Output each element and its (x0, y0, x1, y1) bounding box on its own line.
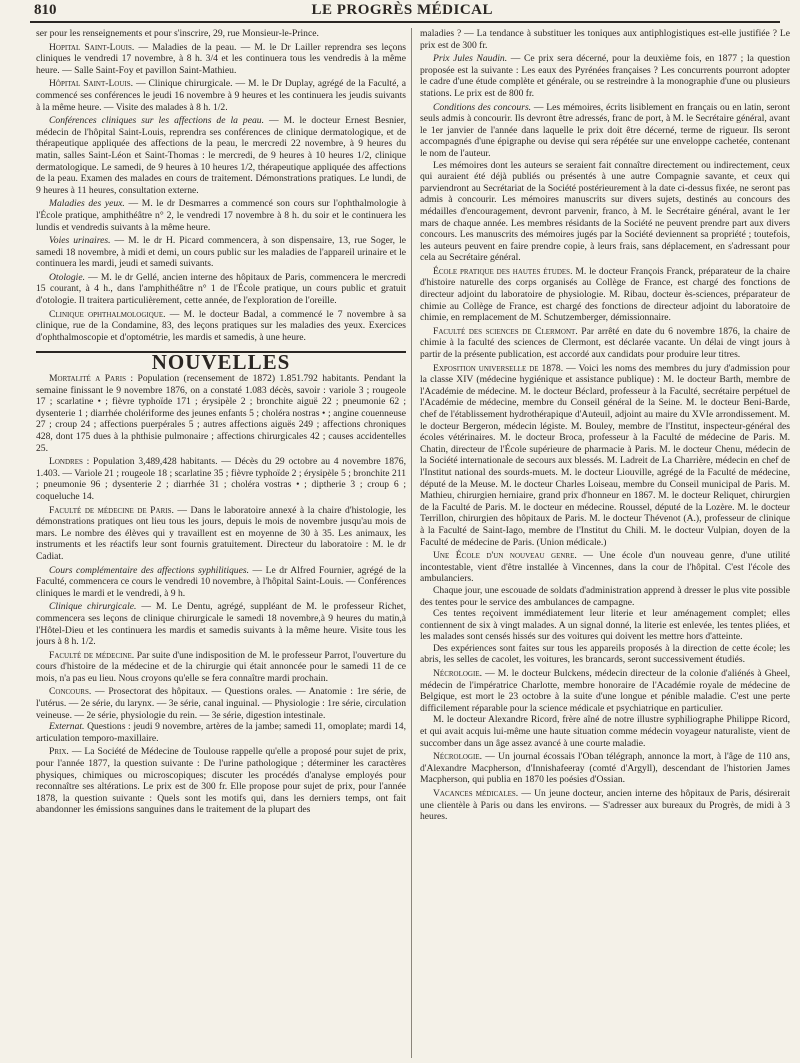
paragraph-heading: Cours complémentaire des affections syphilitiques. (49, 564, 249, 576)
paragraph-text: — Prosectorat des hôpitaux. — Questions orales. — Anatomie : 1re série, de l'utérus. — 2e série, du larynx. — 3e série, canal inguinal. — Physiologie : 1re série, circulation veineuse. — 2e série, physiologie du rein. — 3e série, digestion intestinale. (36, 686, 406, 721)
paragraph-heading: École pratique des hautes études. (433, 265, 573, 277)
paragraph-heading: Faculté de médecine. (49, 649, 135, 661)
paragraph-text: Par arrêté en date du 6 novembre 1876, la chaire de chimie à la faculté des sciences de Clermont, est déclarée vacante. Un délai de vingt jours à partir de la présente publication, est accordé aux candidats pour produire leur titres. (420, 325, 790, 361)
paragraph-text: — M. le dr Desmarres a commencé son cours sur l'ophthalmologie à l'École pratique, amphithéâtre n° 2, le vendredi 17 novembre à 8 h. du soir et le continuera les lundis et vendredis suivants à la même heure. (36, 198, 406, 233)
journal-title: LE PROGRÈS MÉDICAL (311, 2, 494, 18)
paragraph: maladies ? — La tendance à substituer les toniques aux antiphlogistiques est-elle justifiée ? Le prix est de 300 fr. (420, 28, 790, 51)
paragraph (36, 565, 406, 600)
paragraph (420, 102, 790, 160)
paragraph (420, 550, 790, 585)
paragraph (420, 326, 790, 361)
paragraph-text: — Maladies de la peau. — M. le Dr Lailler reprendra ses leçons cliniques le vendredi 17 novembre, à 8 h. 3/4 et les continuera tous les vendredis à la même heure. — Salle Saint-Foy et pavillon Saint-Mathieu. (36, 41, 406, 76)
paragraph: ser pour les renseignements et pour s'inscrire, 29, rue Monsieur-le-Prince. (36, 28, 319, 39)
paragraph-text: — Voici les noms des membres du jury d'admission pour la classe XIV (médecine hygiénique et assistance publique) : M. le docteur Barth, membre de l'Académie de médecine. M. le docteur Béclard, professeur à la Faculté, secrétaire perpétuel de l'Académie de médecine, membre du Conseil général de la Seine. M. le docteur Beni-Barde, chef de l'établissement hydrothérapique d'Auteuil, adjoint au maire du XVIe arrondissement. M. le docteur Bergeron, médecin légiste. M. Bouley, membre de l'Institut, inspecteur-général des écoles vétérinaires. M. le docteur Broca, professeur à la Faculté de médecine de Paris. M. Chatin, directeur de l'École supérieure de pharmacie à Paris. M. le docteur Chenu, médecin de la Société internationale de secours aux blessés. M. Ladreit de La Charrière, médecin en chef de l'Institut national des sourds-muets. M. le docteur Liouville, agrégé de la Faculté de médecine, député de la Meuse. M. le docteur Charles Loiseau, membre du Conseil municipal de Paris. M. Mathieu, chirurgien herniaire, grand prix d'honneur en 1867. M. le docteur Reliquet, chirurgien de la Faculté de Paris. M. le docteur en médecine. Roussel, député de la Lozère. M. le docteur Terrillon, chirurgien des hôpitaux de Paris. M. le docteur Thévenot (A.), professeur de clinique à la Faculté de Saint-Iago, membre de l'Institut du Chili. M. le docteur Vulpian, doyen de la Faculté de médecine de Paris. (Union médicale.) (420, 362, 790, 548)
paragraph-text: — Un journal écossais l'Oban télégraph, annonce la mort, à l'âge de 110 ans, d'Alexandre Macpherson, d'Innishafeeray (comté d'Argyll), descendant de l'historien James Macpherson, qui publia en 1870 les poésies d'Ossian. (420, 751, 790, 786)
paragraph (36, 198, 406, 233)
paragraph-text: Population (recensement de 1872) 1.851.792 habitants. Pendant la semaine finissant le 9 novembre 1876, on a constaté 1.083 décès, savoir : variole 3 ; rougeole 17 ; scarlatine • ; fièvre typhoïde 171 ; érysipèle 2 ; bronchite aiguë 22 ; pneumonie 62 ; dysenterie 1 ; diarrhée cholériforme des jeunes enfants 5 ; choléra nostras • ; angine couenneuse 27 ; croup 24 ; affections puerpérales 5 ; autres affections aiguës 249 ; affections chroniques 428, dont 175 dues à la phthisie pulmonaire ; affections chirurgicales 42 ; causes accidentelles 25. (36, 373, 406, 454)
paragraph-heading: Conditions des concours. (433, 101, 532, 113)
paragraph-text: — Dans le laboratoire annexé à la chaire d'histologie, les démonstrations pratiques ont lieu tous les jours, depuis le mois de novembre jusqu'au mois de mars. Le nombre des élèves qui y travaillent est en moyenne de 30 à 35. Les animaux, les instruments et les réactifs leur sont fournis gratuitement. Directeur du laboratoire : M. le dr Cadiat. (36, 504, 406, 562)
paragraph-text: Population 3,489,428 habitants. — Décès du 29 octobre au 4 novembre 1876, 1.403. — Variole 21 ; rougeole 18 ; scarlatine 35 ; fièvre typhoïde 2 ; érysipèle 5 ; bronchite 211 ; pneumonie 96 ; dysenterie 2 ; diarrhée 31 ; choléra vostras • ; diptherie 3 ; croup 6 ; coqueluche 14. (36, 456, 406, 502)
paragraph (420, 668, 790, 714)
paragraph (420, 53, 790, 99)
paragraph (36, 309, 406, 344)
paragraph-text: — M. le dr Gellé, ancien interne des hôpitaux de Paris, commencera le mercredi 15 courant, à 4 h., dans l'amphithéâtre n° 1 de l'École pratique, un cours public et gratuit d'otologie. Il traitera particulièrement, cette année, de l'exploration de l'oreille. (36, 271, 406, 307)
paragraph-text: — M. le docteur Ernest Besnier, médecin de l'hôpital Saint-Louis, reprendra ses conférences de clinique dermatologique, et de thérapeutique appliquée des affections de la peau, le mercredi 22 novembre, à 9 heures du matin, salles Saint-Léon et Saint-Thomas : le mercredi, de 9 heures à 10 heures 1/2, clinique dermatologique. Le samedi, de 9 heures à 10 heures 1/2, thérapeutique appliquée des affections de la peau. Examen des malades en cours de traitement. Démonstrations pratiques. Le lundi, de 9 heures à 11 heures, consultation externe. (36, 115, 406, 196)
paragraph-text: — La Société de Médecine de Toulouse rappelle qu'elle a proposé pour sujet de prix, pour l'année 1877, la question suivante : De l'urine pathologique ; déterminer les caractères physiques, chimiques ou microscopiques; discuter les procédés d'analyse employés pour reconnaître ses altérations. Le prix est de 300 fr. Elle propose pour sujet de prix, pour l'année 1878, la question suivante : Quels sont les motifs qui, dans les derniers temps, ont fait abandonner les émissions sanguines dans le traitement de la plupart des (36, 746, 406, 816)
paragraph-heading: Hôpital Saint-Louis. (49, 78, 134, 90)
paragraph-heading: Externat. (49, 721, 85, 733)
paragraph (36, 373, 406, 454)
paragraph-heading: Faculté des sciences de Clermont. (433, 325, 578, 337)
paragraph: M. le docteur Alexandre Ricord, frère aîné de notre illustre syphiliographe Philippe Ricord, et qui avait acquis lui-même une haute situation comme médecin voyageur naturaliste, vient de succomber dans un âge assez avancé à une courte maladie. (420, 714, 790, 749)
paragraph-text: — M. le docteur Bulckens, médecin directeur de la colonie d'aliénés à Gheel, médecin de l'impératrice Charlotte, membre honoraire de l'Académie royale de médecine de Belgique, est mort le 23 octobre à la suite d'une longue et pénible maladie. C'est une perte difficilement réparable pour la science médicale et psychiatrique en particulier. (420, 668, 790, 714)
page-number: 810 (34, 2, 57, 18)
paragraph (36, 601, 406, 647)
paragraph-text: — Ce prix sera décerné, pour la deuxième fois, en 1877 ; la question proposée est la suivante : Les eaux des Pyrénées françaises ? Les concurrents pourront adopter le cadre d'une étude complète et générale, ou se restreindre à la monographie d'une ou plusieurs stations. Le prix est de 800 fr. (420, 53, 790, 99)
paragraph-heading: Vacances médicales. (433, 788, 519, 799)
paragraph-text: — Clinique chirurgicale. — M. le Dr Duplay, agrégé de la Faculté, a commencé ses conférences le jeudi 16 novembre à 9 heures et les continuera les jeudis suivants à la même heure. — Visite des malades à 8 h. 1/2. (36, 78, 406, 113)
paragraph-heading: Exposition universelle de 1878. (433, 362, 564, 374)
paragraph (36, 115, 406, 196)
paragraph (420, 788, 790, 823)
paragraph-text: — Une école d'un nouveau genre, d'une utilité incontestable, vient d'être installée à Vincennes, dans la cour de l'hôpital. C'est l'école des ambulanciers. (420, 550, 790, 585)
paragraph-heading: Faculté de médecine de Paris. (49, 504, 174, 516)
paragraph-heading: Mortalité a Paris : (49, 373, 134, 385)
paragraph-heading: Conférences cliniques sur les affections de la peau. (49, 115, 264, 127)
paragraph-heading: Hopital Saint-Louis. (49, 41, 135, 53)
right-column (420, 28, 790, 1058)
paragraph-heading: Voies urinaires. (49, 235, 111, 247)
paragraph (36, 686, 406, 721)
left-column (36, 28, 406, 1058)
paragraph-text: — M. le docteur Badal, a commencé le 7 novembre à sa clinique, rue de la Condamine, 83, des leçons pratiques sur les maladies des yeux. Exercices d'ophthalmoscopie et d'optométrie, les mardis et samedis, à une heure. (36, 308, 406, 343)
paragraph: Chaque jour, une escouade de soldats d'administration apprend à dresser le plus vite possible des tentes pour le service des ambulances de campagne. (420, 584, 790, 608)
header-rule (30, 21, 780, 23)
paragraph-heading: Clinique chirurgicale. (49, 601, 137, 613)
paragraph-heading: Clinique ophthalmologique. (49, 308, 166, 320)
paragraph (36, 456, 406, 502)
paragraph (36, 505, 406, 563)
paragraph-text: Par suite d'une indisposition de M. le professeur Parrot, l'ouverture du cours d'histoire de la médecine et de la chirurgie qui était annoncée pour le samedi 11 de ce mois, n'a pas eu lieu. Nous croyons qu'elle se fera connaître mardi prochain. (36, 649, 406, 684)
paragraph-heading: Nécrologie. (433, 668, 482, 680)
paragraph-heading: Une École d'un nouveau genre. (433, 550, 577, 562)
column-divider (411, 28, 412, 1058)
paragraph-text: M. le docteur François Franck, préparateur de la chaire d'histoire naturelle des corps organisés au Collège de France, est chargé des fonctions de directeur adjoint du laboratoire de physiologie. M. Ribau, docteur ès-sciences, préparateur de chimie au Collège de France, est chargé des fonctions de directeur adjoint du laboratoire de chimie, en remplacement de M. Schutzemberger, démissionnaire. (420, 265, 790, 324)
paragraph-text: Questions : jeudi 9 novembre, artères de la jambe; samedi 11, omoplate; mardi 14, articulation temporo-maxillaire. (36, 721, 406, 744)
paragraph-heading: Prix Jules Naudin. (433, 53, 508, 65)
paragraph (420, 266, 790, 324)
paragraph (36, 78, 406, 113)
paragraph-heading: Nécrologie. (433, 751, 482, 763)
paragraph (36, 42, 406, 77)
paragraph (420, 363, 790, 549)
paragraph-heading: Concours. (49, 686, 92, 698)
paragraph-heading: Londres : (49, 456, 90, 468)
paragraph (420, 751, 790, 786)
paragraph: Les mémoires dont les auteurs se seraient fait connaître directement ou indirectement, ceux qui auraient été déjà publiés ou présentés à une autre Compagnie savante, et ceux qui parviendront au Secrétariat de la Société postérieurement à la date ci-dessus fixée, ne seront pas admis à concourir. Les mémoires manuscrits sur divers sujets, destinés au concours des médailles d'encouragement, devront parvenir, franco, à M. le Secrétaire général, avant le 1er mars de chaque année. Les membres résidants de la Société ne peuvent prendre part aux divers concours. Les manuscrits des mémoires jugés par la Société deviennent sa propriété ; toutefois, les auteurs peuvent en faire prendre copie, à leurs frais, sans déplacement, en s'adressant pour cela au Secrétaire général. (420, 159, 790, 264)
paragraph: Ces tentes reçoivent immédiatement leur literie et leur aménagement complet; elles contiennent de six à vingt malades. A un signal donné, la literie est enlevée, les tentes pliées, et les malades sont censés hissés sur des voitures qui doivent les mettre hors d'atteinte. (420, 608, 790, 643)
page-header (34, 2, 778, 22)
paragraph: Des expériences sont faites sur tous les appareils proposés à la direction de cette école; les abris, les selles de cacolet, les voitures, les brancards, seront successivement étudiés. (420, 642, 790, 666)
paragraph (36, 746, 406, 816)
paragraph (36, 272, 406, 307)
paragraph-text: — Le dr Alfred Fournier, agrégé de la Faculté, commencera ce cours le vendredi 10 novembre, à l'hôpital Saint-Louis. — Conférences cliniques le mardi et le vendredi, à 9 h. (36, 564, 406, 599)
paragraph-heading: Maladies des yeux. (49, 198, 125, 210)
paragraph-text: — Les mémoires, écrits lisiblement en français ou en latin, seront seuls admis à concourir. Ils devront être adressés, franc de port, à M. le Secrétaire général, avant le 1er janvier de l'année dans laquelle le prix doit être décerné, terme de rigueur. Ils seront accompagnés d'une épigraphe ou devise qui sera répétée sur une enveloppe cachetée, contenant le nom de l'auteur. (420, 101, 790, 159)
paragraph (36, 235, 406, 270)
section-title: NOUVELLES (36, 351, 406, 369)
paragraph (36, 650, 406, 685)
paragraph-text: — M. Le Dentu, agrégé, suppléant de M. le professeur Richet, commencera ses leçons de clinique chirurgicale le samedi 18 novembre,à 9 heures du matin,à l'Hôtel-Dieu et les continuera les mardis et samedis suivants à la même heure. Visite tous les jours à 8 h. 1/2. (36, 601, 406, 648)
paragraph-heading: Prix. (49, 746, 69, 758)
paragraph-text: — M. le dr H. Picard commencera, à son dispensaire, 13, rue Soger, le samedi 18 novembre, à midi et demi, un cours public sur les maladies de l'appareil urinaire et le continuera les mardi, jeudi et samedi suivants. (36, 235, 406, 270)
paragraph (36, 721, 406, 744)
paragraph-text: — Un jeune docteur, ancien interne des hôpitaux de Paris, désirerait une clientèle à Paris ou dans les environs. — S'adresser aux bureaux du Progrès, de midi à 3 heures. (420, 788, 790, 823)
paragraph-heading: Otologie. (49, 271, 85, 283)
